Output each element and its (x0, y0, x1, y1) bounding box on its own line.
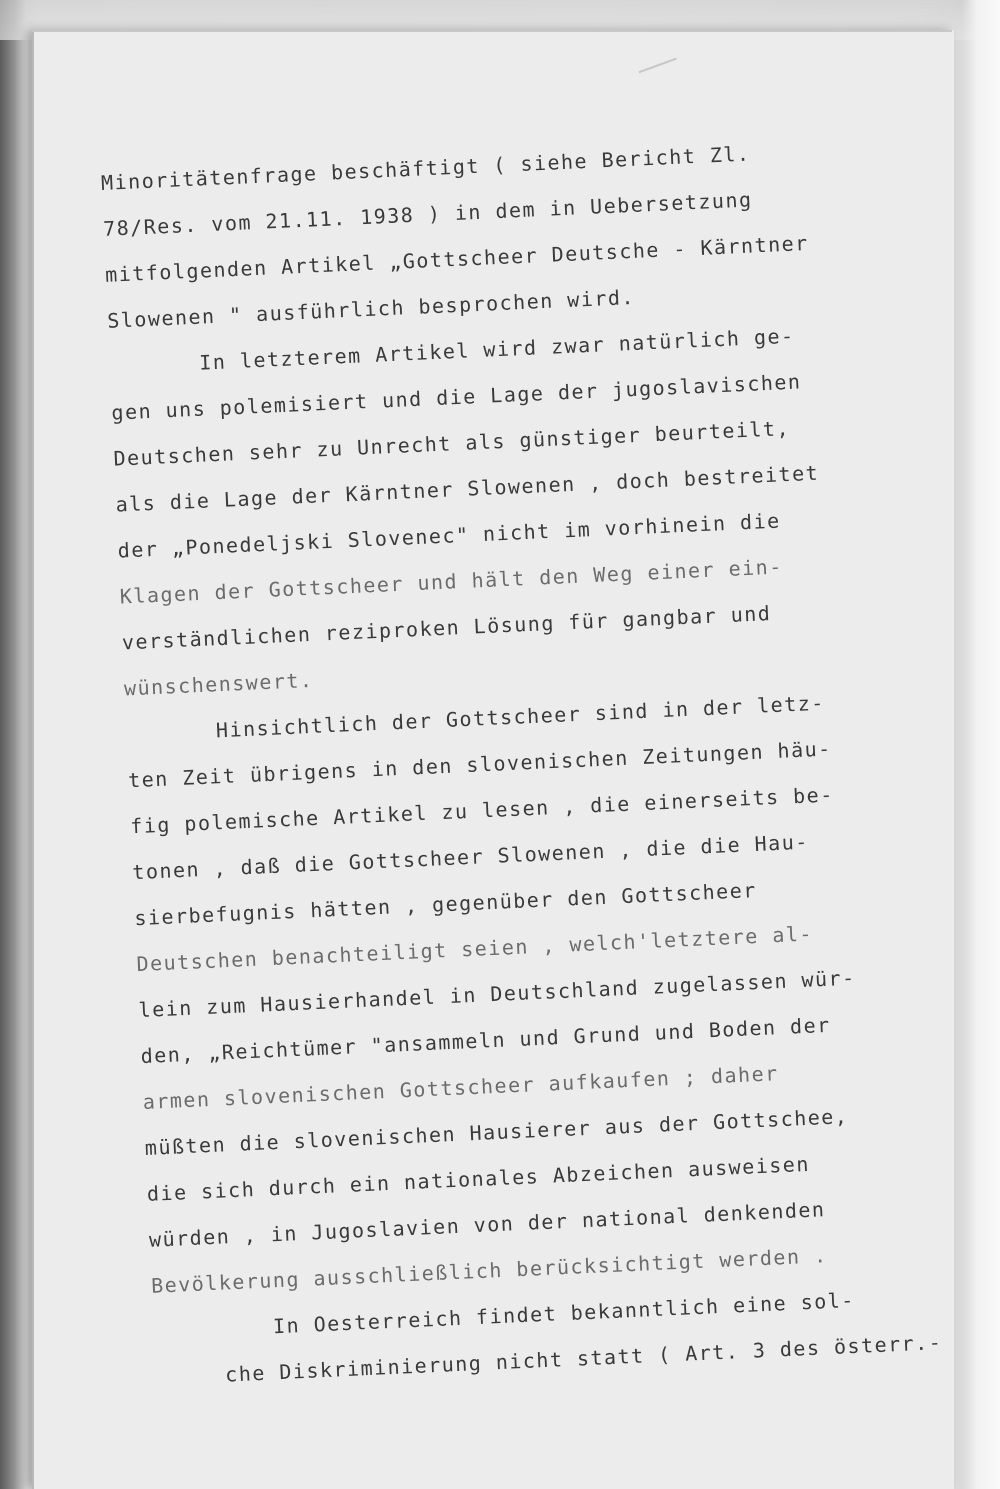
text-line: wünschenswert. (123, 667, 314, 701)
text-line: müßten die slovenischen Hausierer aus der Gottschee, (144, 1104, 849, 1160)
text-line: In Oesterreich findet bekanntlich eine sol- (272, 1287, 856, 1339)
text-line: die sich durch ein nationales Abzeichen ausweisen (146, 1151, 811, 1206)
text-line: Slowenen " ausführlich besprochen wird. (106, 284, 636, 333)
text-line: ten Zeit übrigens in den slovenischen Zeitungen häu- (127, 736, 833, 793)
text-line: der „Ponedeljski Slovenec" nicht im vorhinein die (117, 508, 782, 563)
text-line: fig polemische Artikel zu lesen , die einerseits be- (129, 782, 835, 839)
text-line: würden , in Jugoslavien von der national denkenden (148, 1197, 826, 1252)
text-line: als die Lage der Kärntner Slowenen , doch bestreitet (115, 460, 820, 517)
text-line: Minoritätenfrage beschäftigt ( siehe Bericht Zl. (100, 141, 751, 195)
text-line: 78/Res. vom 21.11. 1938 ) in dem in Uebersetzung (102, 187, 753, 241)
text-line: sierbefugnis hätten , gegenüber den Gottscheer (133, 877, 758, 931)
text-line: Deutschen benachteiligt seien , welch'letztere al- (135, 921, 814, 977)
text-line: armen slovenischen Gottscheer aufkaufen ; daher (142, 1061, 780, 1115)
text-line: mitfolgenden Artikel „Gottscheer Deutsche - Kärntner (104, 230, 810, 287)
typewritten-text (100, 123, 975, 1401)
text-line: Klagen der Gottscheer und hält den Weg einer ein- (119, 554, 784, 609)
text-line: Deutschen sehr zu Unrecht als günstiger beurteilt, (113, 415, 791, 471)
text-line: gen uns polemisiert und die Lage der jugoslavischen (110, 369, 802, 425)
text-line: verständlichen reziproken Lösung für gangbar und (121, 601, 772, 655)
text-line: che Diskriminierung nicht statt ( Art. 3 des österr.- (224, 1330, 943, 1387)
text-line: lein zum Hausierhandel in Deutschland zugelassen wür- (138, 965, 857, 1023)
text-line: Hinsichtlich der Gottscheer sind in der letz- (215, 690, 826, 743)
text-line: den, „Reichtümer "ansammeln und Grund und Boden der (140, 1012, 832, 1069)
sheet-top-edge (32, 30, 952, 32)
text-line: tonen , daß die Gottscheer Slowenen , die die Hau- (131, 829, 810, 885)
text-line: In letzterem Artikel wird zwar natürlich ge- (198, 323, 796, 375)
text-line: Bevölkerung ausschließlich berücksichtigt werden . (150, 1243, 829, 1298)
